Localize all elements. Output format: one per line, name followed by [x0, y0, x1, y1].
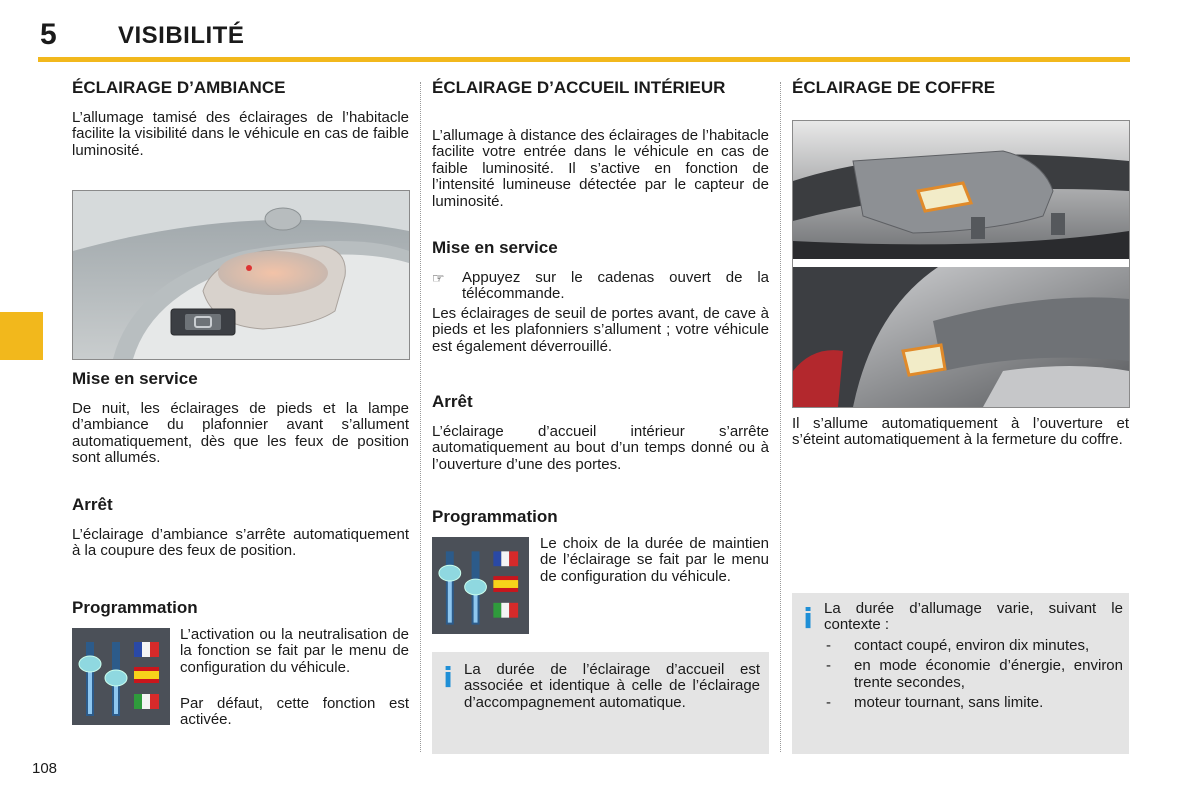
trunk-light-photos: [792, 120, 1130, 408]
coffre-text: Il s’allume automatiquement à l’ouverture et s’éteint automatiquement à la fermeture du coffre.: [792, 415, 1129, 449]
accueil-info-box: [432, 652, 769, 754]
ambiance-prog-default: Par défaut, cette fonction est activée.: [180, 695, 409, 729]
info-icon: i: [443, 661, 453, 694]
accueil-arret-heading: Arrêt: [432, 392, 473, 411]
ambiance-prog-heading: Programmation: [72, 598, 198, 617]
config-menu-icon: [432, 537, 529, 634]
coffre-info-box: [792, 593, 1129, 754]
ceiling-light-photo: [72, 190, 410, 360]
info-icon: i: [803, 602, 813, 635]
ambiance-mise-text: De nuit, les éclairages de pieds et la lampe d’ambiance du plafonnier avant s’allument automatiquement, dès que les feux de position sont allumés.: [72, 400, 409, 467]
header-rule: [38, 57, 1130, 62]
column-divider: [780, 82, 781, 752]
section-title-coffre: ÉCLAIRAGE DE COFFRE: [792, 78, 996, 97]
accueil-intro: L’allumage à distance des éclairages de l’habitacle facilite votre entrée dans le véhicule en cas de faible luminosité. Il s’active en fonction de l’intensité lumineuse détectée par le capteur de luminosité.: [432, 127, 769, 210]
section-title-ambiance: ÉCLAIRAGE D’AMBIANCE: [72, 78, 286, 97]
page-number: 108: [32, 760, 58, 777]
accueil-prog-text: Le choix de la durée de maintien de l’éclairage se fait par le menu de configuration du véhicule.: [540, 535, 769, 585]
column-divider: [420, 82, 421, 752]
coffre-info-content: [824, 601, 1123, 715]
ambiance-arret-text: L’éclairage d’ambiance s’arrête automatiquement à la coupure des feux de position.: [72, 526, 409, 560]
section-title-accueil: ÉCLAIRAGE D’ACCUEIL INTÉRIEUR: [432, 78, 726, 97]
accueil-mise-text: Les éclairages de seuil de portes avant, de cave à pieds et les plafonniers s’allument ; votre véhicule est également déverrouillé.: [432, 305, 769, 355]
chapter-title: VISIBILITÉ: [118, 22, 245, 49]
accueil-bullet-text: Appuyez sur le cadenas ouvert de la télécommande.: [462, 269, 769, 303]
ambiance-intro: L’allumage tamisé des éclairages de l’habitacle facilite la visibilité dans le véhicule en cas de faible luminosité.: [72, 109, 409, 159]
coffre-info-list: [824, 638, 1123, 712]
pointing-hand-icon: ☞: [432, 270, 445, 286]
accueil-prog-heading: Programmation: [432, 507, 558, 526]
coffre-info-intro: La durée d’allumage varie, suivant le contexte :: [824, 600, 1123, 634]
config-menu-icon: [72, 628, 170, 725]
accueil-bullet: [432, 270, 769, 303]
accueil-mise-heading: Mise en service: [432, 238, 558, 257]
ambiance-prog-text: L’activation ou la neutralisation de la fonction se fait par le menu de configuration du véhicule.: [180, 626, 409, 676]
list-item: - contact coupé, environ dix minutes,: [826, 636, 1090, 654]
list-item: - en mode économie d’énergie, environ trente secondes,: [826, 657, 1123, 691]
chapter-side-tab: [0, 312, 43, 360]
list-item: - moteur tournant, sans limite.: [826, 694, 1044, 712]
chapter-number: 5: [40, 18, 57, 51]
accueil-arret-text: L’éclairage d’accueil intérieur s’arrête automatiquement au bout d’un temps donné ou à l’ouverture d’une des portes.: [432, 423, 769, 473]
ambiance-arret-heading: Arrêt: [72, 495, 113, 514]
accueil-info-text: La durée de l’éclairage d’accueil est associée et identique à celle de l’éclairage d’accompagnement automatique.: [464, 661, 760, 711]
ambiance-mise-heading: Mise en service: [72, 369, 198, 388]
